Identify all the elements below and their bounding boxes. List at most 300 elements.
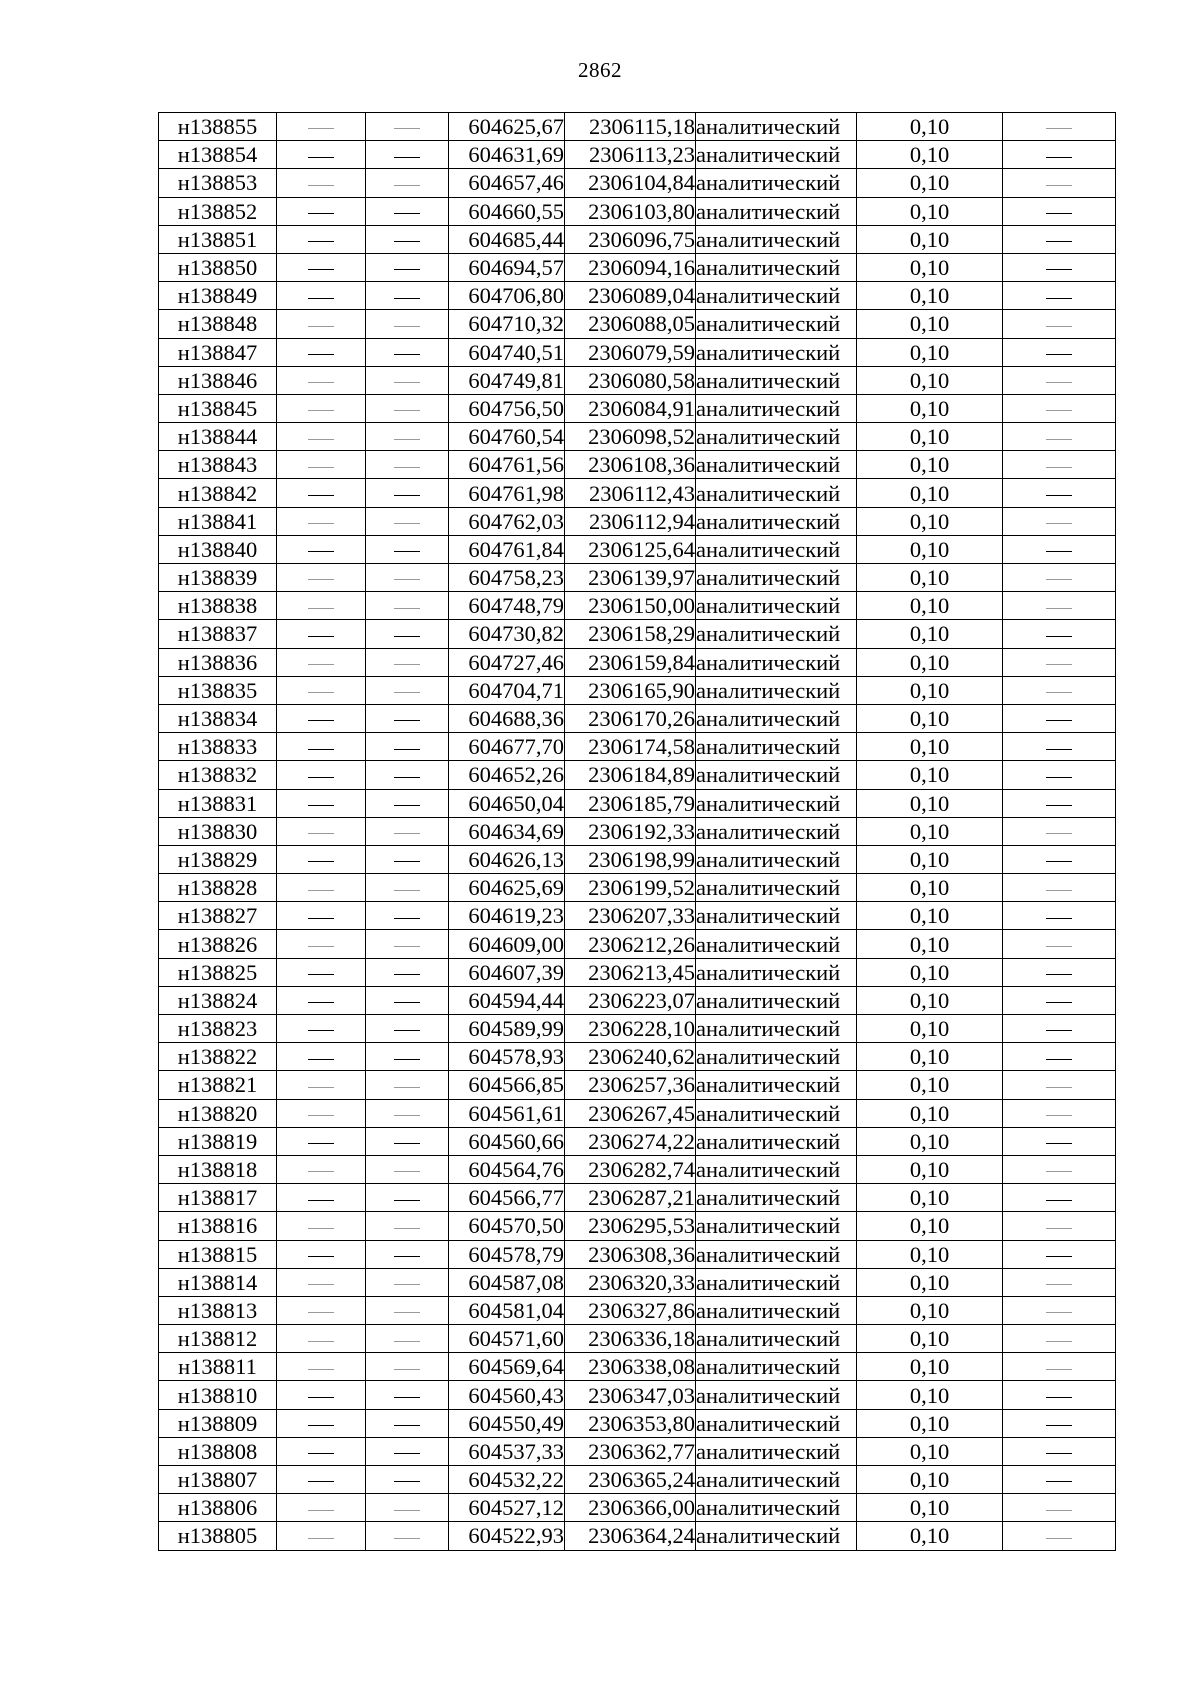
old-x-cell xyxy=(277,394,366,422)
old-y-cell xyxy=(366,958,449,986)
dash-text xyxy=(1072,1325,1073,1326)
dash-mark xyxy=(394,664,420,665)
old-y-cell xyxy=(366,1409,449,1437)
description-cell xyxy=(1003,761,1116,789)
x-coordinate-cell: 604756,50 xyxy=(449,394,565,422)
dash-mark xyxy=(1046,1171,1072,1172)
method-cell: аналитический xyxy=(696,1522,857,1550)
dash-text xyxy=(334,1269,335,1270)
dash-mark xyxy=(308,1002,334,1003)
point-name-cell: н138848 xyxy=(159,310,277,338)
table-row xyxy=(159,704,1116,732)
old-y-cell xyxy=(366,282,449,310)
dash-mark xyxy=(394,128,420,129)
dash-text xyxy=(1072,536,1073,537)
dash-text xyxy=(1072,620,1073,621)
dash-mark xyxy=(1046,1510,1072,1511)
point-name-cell: н138818 xyxy=(159,1155,277,1183)
point-name-cell: н138840 xyxy=(159,535,277,563)
x-coordinate-cell: 604594,44 xyxy=(449,986,565,1014)
description-cell xyxy=(1003,1353,1116,1381)
dash-text xyxy=(420,508,421,509)
table-row xyxy=(159,789,1116,817)
dash-text xyxy=(420,1494,421,1495)
dash-mark xyxy=(1046,833,1072,834)
dash-text xyxy=(1072,846,1073,847)
old-y-cell xyxy=(366,592,449,620)
description-cell xyxy=(1003,225,1116,253)
old-y-cell xyxy=(366,733,449,761)
old-x-cell xyxy=(277,310,366,338)
table-row xyxy=(159,1325,1116,1353)
x-coordinate-cell: 604561,61 xyxy=(449,1099,565,1127)
point-name-cell: н138839 xyxy=(159,564,277,592)
table-row xyxy=(159,535,1116,563)
dash-mark xyxy=(1046,1369,1072,1370)
accuracy-cell: 0,10 xyxy=(857,366,1003,394)
x-coordinate-cell: 604650,04 xyxy=(449,789,565,817)
accuracy-cell: 0,10 xyxy=(857,423,1003,451)
dash-text xyxy=(1072,902,1073,903)
x-coordinate-cell: 604550,49 xyxy=(449,1409,565,1437)
table-row xyxy=(159,1296,1116,1324)
dash-mark xyxy=(394,523,420,524)
dash-mark xyxy=(308,467,334,468)
old-y-cell xyxy=(366,704,449,732)
dash-text xyxy=(420,705,421,706)
description-cell xyxy=(1003,1240,1116,1268)
dash-mark xyxy=(308,1481,334,1482)
dash-text xyxy=(420,790,421,791)
point-name-cell: н138831 xyxy=(159,789,277,817)
y-coordinate-cell: 2306365,24 xyxy=(565,1466,696,1494)
dash-mark xyxy=(394,495,420,496)
y-coordinate-cell: 2306158,29 xyxy=(565,620,696,648)
accuracy-cell: 0,10 xyxy=(857,761,1003,789)
accuracy-cell: 0,10 xyxy=(857,1127,1003,1155)
old-x-cell xyxy=(277,507,366,535)
dash-text xyxy=(1072,1466,1073,1467)
old-x-cell xyxy=(277,1522,366,1550)
dash-mark xyxy=(1046,1481,1072,1482)
dash-mark xyxy=(308,1143,334,1144)
coordinates-table xyxy=(158,112,1116,1551)
method-cell: аналитический xyxy=(696,1015,857,1043)
accuracy-cell: 0,10 xyxy=(857,1155,1003,1183)
accuracy-cell: 0,10 xyxy=(857,225,1003,253)
old-x-cell xyxy=(277,479,366,507)
dash-mark xyxy=(1046,749,1072,750)
dash-text xyxy=(334,564,335,565)
accuracy-cell: 0,10 xyxy=(857,169,1003,197)
dash-mark xyxy=(1046,241,1072,242)
dash-text xyxy=(420,451,421,452)
accuracy-cell: 0,10 xyxy=(857,1522,1003,1550)
y-coordinate-cell: 2306150,00 xyxy=(565,592,696,620)
old-x-cell xyxy=(277,817,366,845)
dash-text xyxy=(334,1071,335,1072)
dash-text xyxy=(420,1297,421,1298)
x-coordinate-cell: 604571,60 xyxy=(449,1325,565,1353)
y-coordinate-cell: 2306213,45 xyxy=(565,958,696,986)
dash-mark xyxy=(394,1284,420,1285)
dash-text xyxy=(1072,1382,1073,1383)
method-cell: аналитический xyxy=(696,761,857,789)
old-x-cell xyxy=(277,592,366,620)
dash-text xyxy=(420,141,421,142)
old-x-cell xyxy=(277,225,366,253)
method-cell: аналитический xyxy=(696,902,857,930)
dash-mark xyxy=(308,805,334,806)
dash-mark xyxy=(308,298,334,299)
dash-text xyxy=(334,1466,335,1467)
old-x-cell xyxy=(277,1184,366,1212)
old-x-cell xyxy=(277,141,366,169)
dash-text xyxy=(1072,169,1073,170)
method-cell: аналитический xyxy=(696,648,857,676)
accuracy-cell: 0,10 xyxy=(857,564,1003,592)
y-coordinate-cell: 2306287,21 xyxy=(565,1184,696,1212)
accuracy-cell: 0,10 xyxy=(857,507,1003,535)
dash-mark xyxy=(308,636,334,637)
dash-text xyxy=(334,198,335,199)
description-cell xyxy=(1003,310,1116,338)
dash-mark xyxy=(394,974,420,975)
dash-mark xyxy=(1046,213,1072,214)
point-name-cell: н138820 xyxy=(159,1099,277,1127)
table-row xyxy=(159,169,1116,197)
x-coordinate-cell: 604727,46 xyxy=(449,648,565,676)
dash-text xyxy=(334,846,335,847)
dash-text xyxy=(420,310,421,311)
dash-mark xyxy=(308,382,334,383)
dash-text xyxy=(1072,592,1073,593)
old-y-cell xyxy=(366,986,449,1014)
description-cell xyxy=(1003,113,1116,141)
description-cell xyxy=(1003,507,1116,535)
dash-mark xyxy=(394,946,420,947)
dash-mark xyxy=(308,861,334,862)
old-y-cell xyxy=(366,620,449,648)
description-cell xyxy=(1003,282,1116,310)
dash-text xyxy=(334,959,335,960)
y-coordinate-cell: 2306364,24 xyxy=(565,1522,696,1550)
old-y-cell xyxy=(366,366,449,394)
dash-mark xyxy=(394,1059,420,1060)
y-coordinate-cell: 2306094,16 xyxy=(565,253,696,281)
x-coordinate-cell: 604761,98 xyxy=(449,479,565,507)
x-coordinate-cell: 604537,33 xyxy=(449,1437,565,1465)
old-y-cell xyxy=(366,1353,449,1381)
dash-text xyxy=(420,395,421,396)
dash-text xyxy=(420,931,421,932)
dash-mark xyxy=(394,636,420,637)
method-cell: аналитический xyxy=(696,282,857,310)
dash-mark xyxy=(308,1087,334,1088)
table-row xyxy=(159,451,1116,479)
accuracy-cell: 0,10 xyxy=(857,1099,1003,1127)
dash-text xyxy=(420,649,421,650)
dash-text xyxy=(1072,1269,1073,1270)
old-x-cell xyxy=(277,169,366,197)
dash-text xyxy=(334,395,335,396)
old-x-cell xyxy=(277,902,366,930)
dash-mark xyxy=(1046,918,1072,919)
dash-mark xyxy=(308,1312,334,1313)
point-name-cell: н138810 xyxy=(159,1381,277,1409)
method-cell: аналитический xyxy=(696,1240,857,1268)
dash-mark xyxy=(394,185,420,186)
old-x-cell xyxy=(277,423,366,451)
dash-mark xyxy=(1046,1087,1072,1088)
dash-text xyxy=(420,1043,421,1044)
accuracy-cell: 0,10 xyxy=(857,338,1003,366)
old-y-cell xyxy=(366,338,449,366)
point-name-cell: н138837 xyxy=(159,620,277,648)
dash-text xyxy=(334,226,335,227)
point-name-cell: н138833 xyxy=(159,733,277,761)
description-cell xyxy=(1003,451,1116,479)
dash-text xyxy=(1072,1015,1073,1016)
dash-mark xyxy=(1046,1397,1072,1398)
dash-text xyxy=(1072,1043,1073,1044)
method-cell: аналитический xyxy=(696,930,857,958)
old-x-cell xyxy=(277,958,366,986)
dash-text xyxy=(420,1241,421,1242)
x-coordinate-cell: 604560,66 xyxy=(449,1127,565,1155)
y-coordinate-cell: 2306185,79 xyxy=(565,789,696,817)
point-name-cell: н138832 xyxy=(159,761,277,789)
table-row xyxy=(159,564,1116,592)
old-y-cell xyxy=(366,1296,449,1324)
description-cell xyxy=(1003,1268,1116,1296)
dash-mark xyxy=(1046,1453,1072,1454)
point-name-cell: н138814 xyxy=(159,1268,277,1296)
dash-text xyxy=(334,1043,335,1044)
table-row xyxy=(159,958,1116,986)
dash-mark xyxy=(308,890,334,891)
old-y-cell xyxy=(366,1240,449,1268)
x-coordinate-cell: 604634,69 xyxy=(449,817,565,845)
dash-mark xyxy=(308,439,334,440)
dash-mark xyxy=(394,579,420,580)
old-x-cell xyxy=(277,366,366,394)
old-x-cell xyxy=(277,451,366,479)
dash-text xyxy=(1072,1184,1073,1185)
point-name-cell: н138822 xyxy=(159,1043,277,1071)
dash-text xyxy=(1072,395,1073,396)
x-coordinate-cell: 604730,82 xyxy=(449,620,565,648)
dash-mark xyxy=(394,1341,420,1342)
dash-mark xyxy=(394,777,420,778)
x-coordinate-cell: 604657,46 xyxy=(449,169,565,197)
description-cell xyxy=(1003,564,1116,592)
point-name-cell: н138850 xyxy=(159,253,277,281)
dash-text xyxy=(334,1156,335,1157)
accuracy-cell: 0,10 xyxy=(857,1466,1003,1494)
description-cell xyxy=(1003,423,1116,451)
dash-mark xyxy=(394,1200,420,1201)
x-coordinate-cell: 604688,36 xyxy=(449,704,565,732)
y-coordinate-cell: 2306199,52 xyxy=(565,874,696,902)
description-cell xyxy=(1003,1184,1116,1212)
table-row xyxy=(159,930,1116,958)
dash-mark xyxy=(308,185,334,186)
dash-text xyxy=(1072,733,1073,734)
dash-mark xyxy=(394,1143,420,1144)
dash-text xyxy=(420,198,421,199)
y-coordinate-cell: 2306084,91 xyxy=(565,394,696,422)
method-cell: аналитический xyxy=(696,1409,857,1437)
old-x-cell xyxy=(277,253,366,281)
dash-mark xyxy=(1046,157,1072,158)
dash-mark xyxy=(1046,1115,1072,1116)
description-cell xyxy=(1003,902,1116,930)
table-row xyxy=(159,253,1116,281)
x-coordinate-cell: 604527,12 xyxy=(449,1494,565,1522)
dash-text xyxy=(334,451,335,452)
dash-mark xyxy=(394,1228,420,1229)
y-coordinate-cell: 2306192,33 xyxy=(565,817,696,845)
dash-mark xyxy=(308,777,334,778)
accuracy-cell: 0,10 xyxy=(857,394,1003,422)
description-cell xyxy=(1003,394,1116,422)
dash-text xyxy=(1072,508,1073,509)
point-name-cell: н138819 xyxy=(159,1127,277,1155)
dash-mark xyxy=(308,1453,334,1454)
point-name-cell: н138853 xyxy=(159,169,277,197)
dash-mark xyxy=(308,128,334,129)
point-name-cell: н138847 xyxy=(159,338,277,366)
dash-text xyxy=(1072,1071,1073,1072)
dash-mark xyxy=(394,890,420,891)
dash-text xyxy=(1072,1128,1073,1129)
dash-text xyxy=(334,113,335,114)
old-y-cell xyxy=(366,479,449,507)
dash-mark xyxy=(308,1228,334,1229)
description-cell xyxy=(1003,1494,1116,1522)
dash-text xyxy=(334,1353,335,1354)
dash-mark xyxy=(1046,946,1072,947)
x-coordinate-cell: 604625,69 xyxy=(449,874,565,902)
dash-text xyxy=(334,254,335,255)
y-coordinate-cell: 2306338,08 xyxy=(565,1353,696,1381)
old-y-cell xyxy=(366,1184,449,1212)
dash-text xyxy=(334,508,335,509)
old-x-cell xyxy=(277,1099,366,1127)
table-row xyxy=(159,113,1116,141)
y-coordinate-cell: 2306112,43 xyxy=(565,479,696,507)
method-cell: аналитический xyxy=(696,704,857,732)
dash-mark xyxy=(308,1341,334,1342)
dash-text xyxy=(334,649,335,650)
method-cell: аналитический xyxy=(696,1381,857,1409)
dash-text xyxy=(420,620,421,621)
dash-mark xyxy=(308,579,334,580)
method-cell: аналитический xyxy=(696,1268,857,1296)
dash-text xyxy=(1072,959,1073,960)
table-row xyxy=(159,874,1116,902)
method-cell: аналитический xyxy=(696,958,857,986)
old-x-cell xyxy=(277,1127,366,1155)
dash-text xyxy=(420,226,421,227)
point-name-cell: н138807 xyxy=(159,1466,277,1494)
dash-mark xyxy=(1046,1425,1072,1426)
point-name-cell: н138821 xyxy=(159,1071,277,1099)
dash-mark xyxy=(1046,1200,1072,1201)
table-row xyxy=(159,676,1116,704)
description-cell xyxy=(1003,1127,1116,1155)
dash-mark xyxy=(308,1510,334,1511)
dash-mark xyxy=(1046,1030,1072,1031)
y-coordinate-cell: 2306113,23 xyxy=(565,141,696,169)
method-cell: аналитический xyxy=(696,169,857,197)
x-coordinate-cell: 604710,32 xyxy=(449,310,565,338)
old-y-cell xyxy=(366,197,449,225)
x-coordinate-cell: 604578,79 xyxy=(449,1240,565,1268)
dash-mark xyxy=(1046,439,1072,440)
table-row xyxy=(159,479,1116,507)
point-name-cell: н138806 xyxy=(159,1494,277,1522)
method-cell: аналитический xyxy=(696,507,857,535)
method-cell: аналитический xyxy=(696,789,857,817)
table-row xyxy=(159,1043,1116,1071)
description-cell xyxy=(1003,1043,1116,1071)
dash-text xyxy=(334,620,335,621)
accuracy-cell: 0,10 xyxy=(857,1409,1003,1437)
description-cell xyxy=(1003,986,1116,1014)
dash-text xyxy=(420,733,421,734)
old-x-cell xyxy=(277,620,366,648)
dash-text xyxy=(420,1100,421,1101)
description-cell xyxy=(1003,789,1116,817)
dash-mark xyxy=(1046,326,1072,327)
x-coordinate-cell: 604589,99 xyxy=(449,1015,565,1043)
table-row xyxy=(159,310,1116,338)
method-cell: аналитический xyxy=(696,479,857,507)
accuracy-cell: 0,10 xyxy=(857,535,1003,563)
dash-mark xyxy=(1046,664,1072,665)
dash-mark xyxy=(308,833,334,834)
dash-mark xyxy=(1046,805,1072,806)
dash-mark xyxy=(1046,185,1072,186)
old-x-cell xyxy=(277,1240,366,1268)
dash-mark xyxy=(394,410,420,411)
dash-mark xyxy=(308,551,334,552)
method-cell: аналитический xyxy=(696,394,857,422)
dash-mark xyxy=(308,354,334,355)
dash-mark xyxy=(394,1002,420,1003)
method-cell: аналитический xyxy=(696,197,857,225)
table-row xyxy=(159,141,1116,169)
dash-text xyxy=(334,818,335,819)
table-row xyxy=(159,366,1116,394)
y-coordinate-cell: 2306257,36 xyxy=(565,1071,696,1099)
dash-mark xyxy=(1046,777,1072,778)
method-cell: аналитический xyxy=(696,423,857,451)
dash-mark xyxy=(394,749,420,750)
old-y-cell xyxy=(366,1155,449,1183)
dash-text xyxy=(334,1212,335,1213)
y-coordinate-cell: 2306212,26 xyxy=(565,930,696,958)
method-cell: аналитический xyxy=(696,1127,857,1155)
x-coordinate-cell: 604626,13 xyxy=(449,845,565,873)
dash-text xyxy=(334,790,335,791)
dash-mark xyxy=(1046,636,1072,637)
dash-text xyxy=(1072,367,1073,368)
old-y-cell xyxy=(366,535,449,563)
table-row xyxy=(159,733,1116,761)
